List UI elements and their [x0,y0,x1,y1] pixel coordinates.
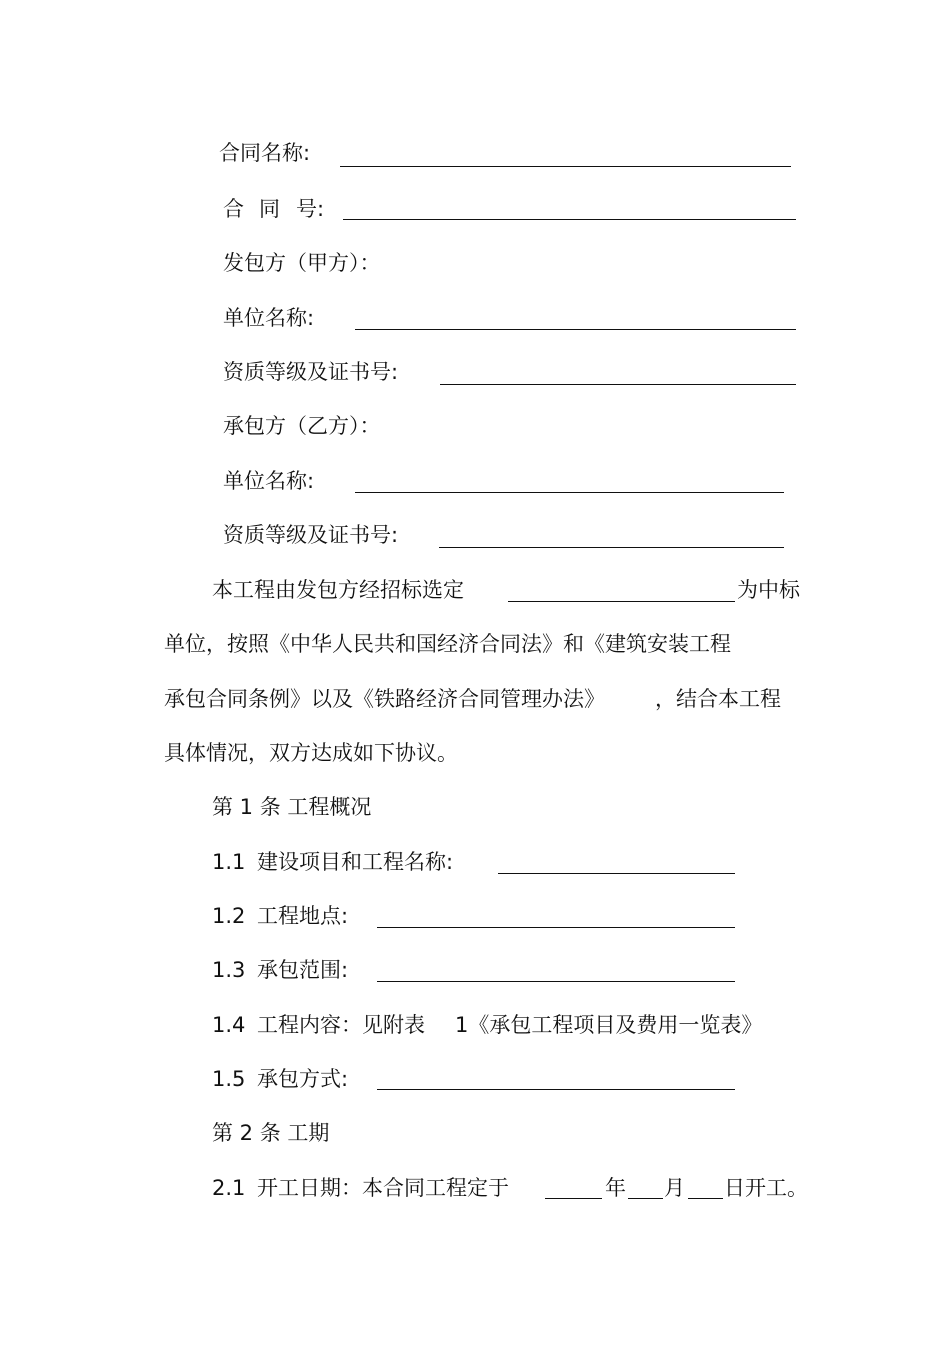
item-1-4-num: 1.4 [212,1013,246,1037]
item-1-3-num: 1.3 [212,958,246,982]
item-1-3-field[interactable] [377,981,735,982]
party-a-qual-field[interactable] [440,384,796,385]
item-1-1-text: 建设项目和工程名称: [257,850,454,874]
item-1-1-field[interactable] [498,873,735,874]
item-1-4-text2: 1《承包工程项目及费用一览表》 [455,1013,763,1037]
item-1-5-field[interactable] [377,1089,735,1090]
party-b-qual-field[interactable] [439,547,784,548]
article-2-title: 第 2 条 工期 [212,1121,330,1145]
article-1-title: 第 1 条 工程概况 [212,795,372,819]
contract-no-field[interactable] [343,219,796,220]
contract-name-label: 合同名称: [219,141,311,165]
party-a-qual-label: 资质等级及证书号: [223,360,399,384]
intro-line-3b: ，结合本工程 [655,687,781,711]
winning-bidder-field[interactable] [508,601,735,602]
year-label: 年 [605,1176,626,1200]
contract-no-label-1: 合 [223,197,244,221]
item-2-1-text: 开工日期：本合同工程定于 [257,1176,509,1200]
contract-no-label-2: 同 [259,197,280,221]
start-month-field[interactable] [628,1198,663,1199]
intro-line-2: 单位，按照《中华人民共和国经济合同法》和《建筑安装工程 [164,632,731,656]
item-1-4-text: 工程内容：见附表 [257,1013,425,1037]
party-b-qual-label: 资质等级及证书号: [223,523,399,547]
contract-no-label-3: 号: [296,197,325,221]
item-1-2-field[interactable] [377,927,735,928]
start-year-field[interactable] [545,1198,602,1199]
intro-line-3a: 承包合同条例》以及《铁路经济合同管理办法》 [164,687,605,711]
item-1-5-num: 1.5 [212,1067,246,1091]
party-a-unit-label: 单位名称: [223,306,315,330]
item-1-5-text: 承包方式: [257,1067,349,1091]
intro-line-1b: 为中标 [737,578,800,602]
item-1-2-text: 工程地点: [257,904,349,928]
party-b-unit-field[interactable] [355,492,784,493]
party-b-label: 承包方（乙方）： [223,414,381,438]
party-b-unit-label: 单位名称: [223,469,315,493]
day-start-label: 日开工。 [724,1176,808,1200]
intro-line-4: 具体情况，双方达成如下协议。 [164,741,458,765]
item-1-1-num: 1.1 [212,850,246,874]
month-label: 月 [664,1176,685,1200]
item-2-1-num: 2.1 [212,1176,246,1200]
item-1-3-text: 承包范围: [257,958,349,982]
party-a-label: 发包方（甲方）： [223,251,381,275]
party-a-unit-field[interactable] [355,329,796,330]
item-1-2-num: 1.2 [212,904,246,928]
start-day-field[interactable] [688,1198,723,1199]
intro-line-1a: 本工程由发包方经招标选定 [212,578,464,602]
contract-name-field[interactable] [340,166,791,167]
